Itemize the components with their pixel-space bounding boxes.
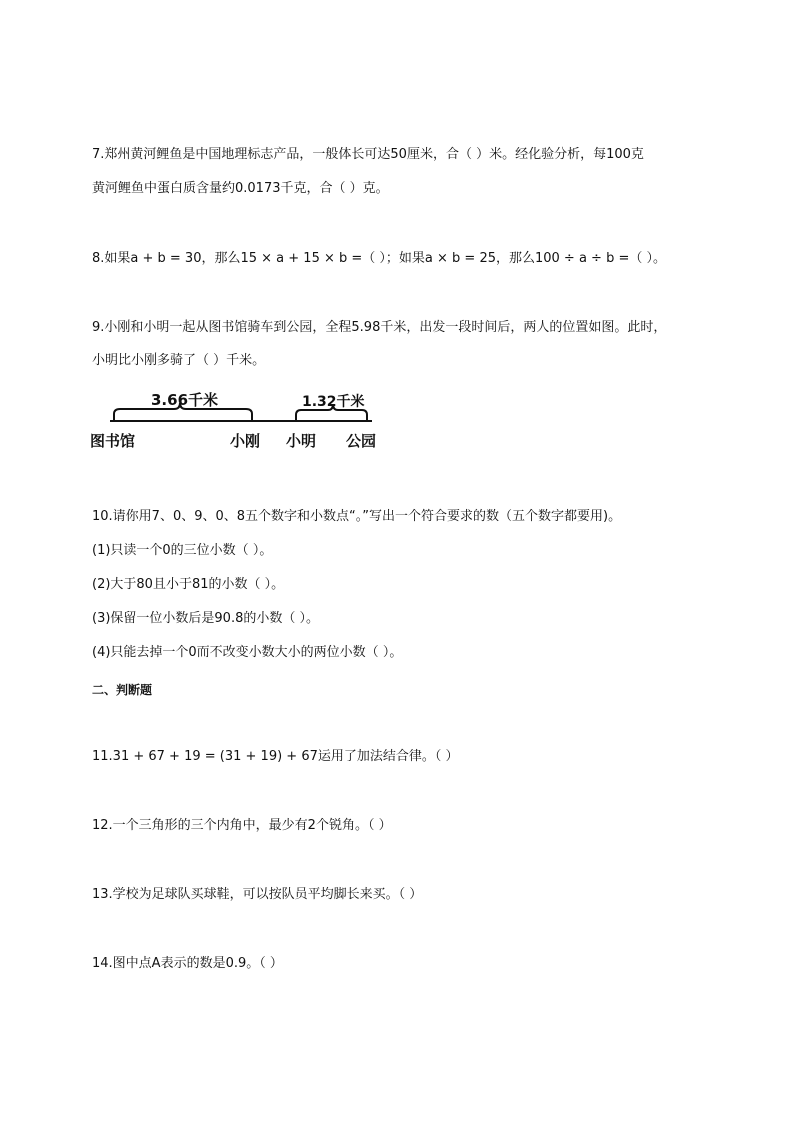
q9-line2: 小明比小刚多骑了（ ）千米。	[92, 353, 266, 368]
q7-line1: 7.郑州黄河鲤鱼是中国地理标志产品，一般体长可达50厘米，合（ ）米。经化验分析，每100克	[92, 147, 644, 162]
q10-stem: 10.请你用7、0、9、0、8五个数字和小数点“。”写出一个符合要求的数（五个数字都要用)。	[92, 509, 622, 524]
right-distance-label: 1.32千米	[302, 394, 365, 410]
xiaogang-label: 小刚	[230, 432, 261, 450]
q7-line2: 黄河鲤鱼中蛋白质含量约0.0173千克，合（ ）克。	[92, 181, 389, 196]
left-distance-label: 3.66千米	[151, 391, 219, 409]
park-label: 公园	[346, 432, 377, 450]
q14-text: 14.图中点A表示的数是0.9。（ ）	[92, 956, 283, 971]
section-title-judgement: 二、判断题	[92, 683, 153, 697]
q8-text: 8.如果a + b = 30，那么15 × a + 15 × b =（ ）；如果a × b = 25，那么100 ÷ a ÷ b =（ ）。	[92, 251, 666, 266]
q10-part-1: (1)只读一个0的三位小数（ ）。	[92, 543, 273, 558]
q13-text: 13.学校为足球队买球鞋，可以按队员平均脚长来买。（ ）	[92, 887, 423, 902]
xiaoming-label: 小明	[286, 432, 317, 450]
q12-text: 12.一个三角形的三个内角中，最少有2个锐角。（ ）	[92, 818, 392, 833]
q10-part-4: (4)只能去掉一个0而不改变小数大小的两位小数（ ）。	[92, 645, 403, 660]
q11-text: 11.31 + 67 + 19 = (31 + 19) + 67运用了加法结合律。（ ）	[92, 749, 459, 764]
q10-part-3: (3)保留一位小数后是90.8的小数（ ）。	[92, 611, 319, 626]
q10-part-2: (2)大于80且小于81的小数（ ）。	[92, 577, 285, 592]
route-diagram	[90, 387, 390, 457]
q9-line1: 9.小刚和小明一起从图书馆骑车到公园，全程5.98千米，出发一段时间后，两人的位置如图。此时，	[92, 320, 667, 335]
library-label: 图书馆	[90, 432, 136, 450]
